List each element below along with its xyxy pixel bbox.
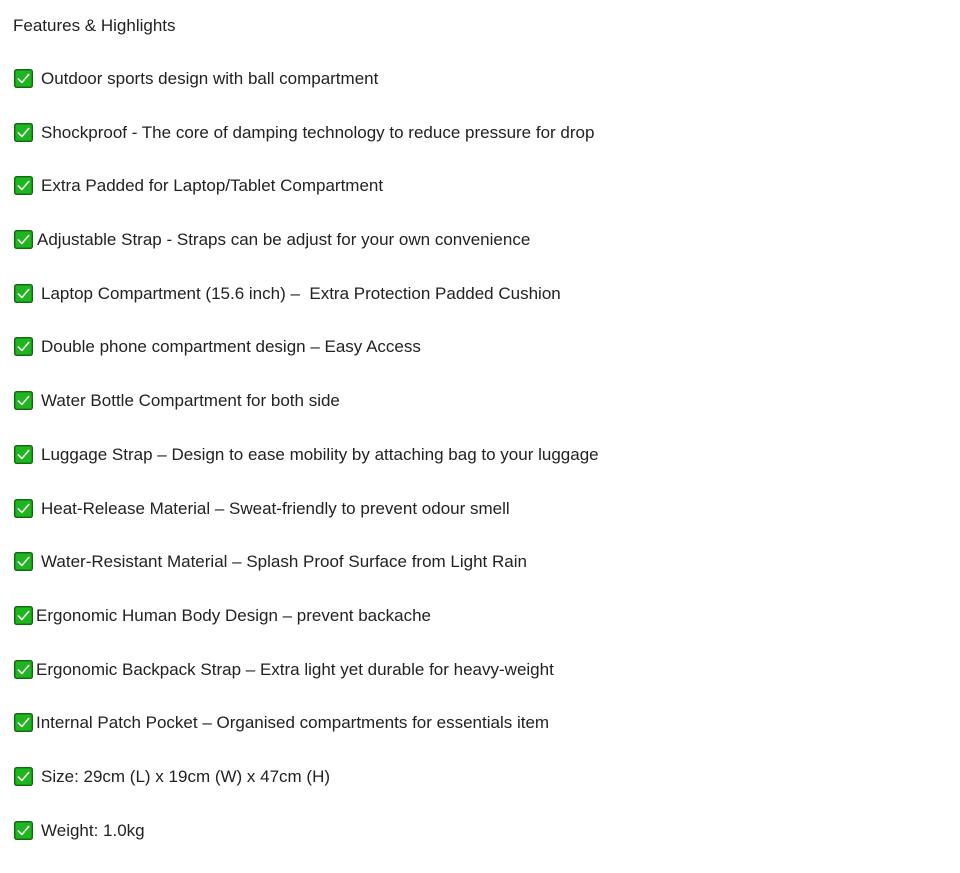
check-mark-icon bbox=[14, 499, 33, 518]
check-mark-icon bbox=[14, 123, 33, 142]
list-item bbox=[14, 390, 599, 444]
list-item bbox=[14, 712, 599, 766]
list-item bbox=[14, 122, 599, 176]
check-mark-icon bbox=[14, 284, 33, 303]
feature-text: Internal Patch Pocket – Organised compartments for essentials item bbox=[36, 713, 550, 733]
list-item bbox=[14, 551, 599, 605]
feature-text: Heat-Release Material – Sweat-friendly to prevent odour smell bbox=[41, 498, 510, 518]
check-mark-icon bbox=[14, 713, 33, 732]
check-mark-icon bbox=[14, 337, 33, 356]
feature-text: Size: 29cm (L) x 19cm (W) x 47cm (H) bbox=[41, 766, 331, 786]
feature-text: Ergonomic Human Body Design – prevent backache bbox=[36, 605, 431, 625]
list-item bbox=[14, 229, 599, 283]
check-mark-icon bbox=[14, 445, 33, 464]
feature-text: Weight: 1.0kg bbox=[41, 820, 145, 840]
feature-text: Shockproof - The core of damping technology to reduce pressure for drop bbox=[41, 122, 595, 142]
feature-text: Laptop Compartment (15.6 inch) – Extra Protection Padded Cushion bbox=[41, 283, 561, 303]
feature-text: Luggage Strap – Design to ease mobility by attaching bag to your luggage bbox=[41, 444, 599, 464]
feature-text: Water Bottle Compartment for both side bbox=[41, 391, 340, 411]
feature-text: Outdoor sports design with ball compartment bbox=[41, 69, 379, 88]
list-item bbox=[14, 820, 599, 873]
check-mark-icon bbox=[14, 391, 33, 410]
feature-text: Adjustable Strap - Straps can be adjust for your own convenience bbox=[37, 230, 531, 250]
feature-text: Double phone compartment design – Easy Access bbox=[41, 337, 421, 357]
feature-text: Water-Resistant Material – Splash Proof Surface from Light Rain bbox=[41, 552, 527, 572]
check-mark-icon bbox=[14, 552, 33, 571]
check-mark-icon bbox=[14, 230, 33, 249]
section-heading: Features & Highlights bbox=[13, 16, 176, 35]
check-mark-icon bbox=[14, 660, 33, 679]
list-item bbox=[14, 444, 599, 498]
feature-text: Extra Padded for Laptop/Tablet Compartment bbox=[41, 176, 384, 196]
list-item bbox=[14, 766, 599, 820]
check-mark-icon bbox=[14, 767, 33, 786]
check-mark-icon bbox=[14, 606, 33, 625]
list-item bbox=[14, 605, 599, 659]
list-item bbox=[14, 283, 599, 337]
list-item bbox=[14, 68, 599, 122]
feature-text: Ergonomic Backpack Strap – Extra light yet durable for heavy-weight bbox=[36, 659, 554, 679]
list-item bbox=[14, 659, 599, 713]
list-item bbox=[14, 336, 599, 390]
check-mark-icon bbox=[14, 69, 33, 88]
check-mark-icon bbox=[14, 821, 33, 840]
list-item bbox=[14, 175, 599, 229]
list-item bbox=[14, 498, 599, 552]
feature-list bbox=[14, 68, 599, 873]
check-mark-icon bbox=[14, 176, 33, 195]
